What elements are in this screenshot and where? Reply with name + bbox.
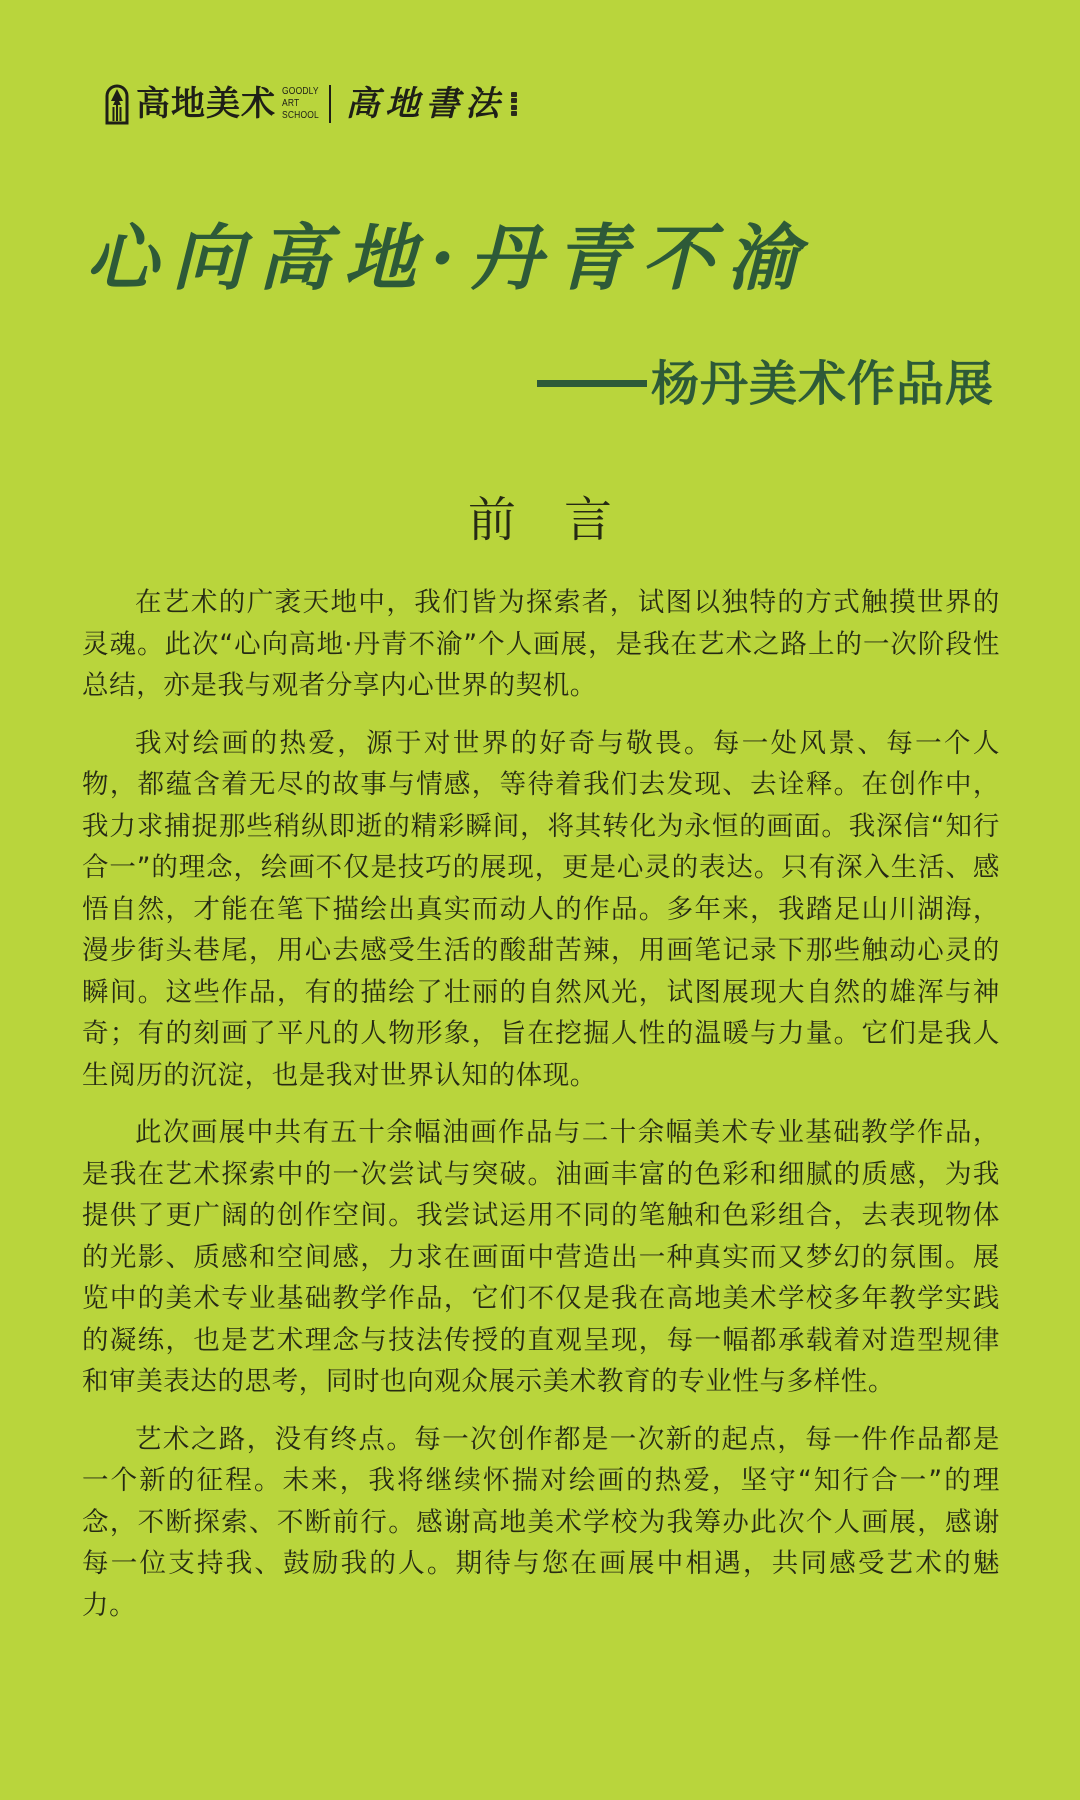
logo-divider [329, 85, 331, 123]
preface-body [82, 582, 1000, 1642]
school-name-en-line: GOODLY [282, 86, 319, 97]
calligraphy-brand: 高地書法 [345, 84, 506, 124]
school-name-en [282, 86, 319, 122]
preface-heading: 前言 [467, 492, 660, 548]
school-name-en-line: SCHOOL [282, 110, 319, 121]
exhibition-title: 心向高地·丹青不渝 [86, 215, 814, 300]
logo-bar [104, 80, 517, 128]
seal-stamp-icon [511, 92, 517, 116]
preface-paragraph: 在艺术的广袤天地中，我们皆为探索者，试图以独特的方式触摸世界的灵魂。此次“心向高地·丹青不渝”个人画展，是我在艺术之路上的一次阶段性总结，亦是我与观者分享内心世界的契机。 [82, 587, 1000, 701]
school-name-en-line: ART [282, 98, 300, 109]
school-name-cn: 高地美术 [136, 84, 276, 124]
exhibition-subtitle [537, 356, 994, 412]
arrow-arch-logo-icon [104, 83, 130, 125]
em-dash-decoration [537, 380, 647, 387]
preface-paragraph: 我对绘画的热爱，源于对世界的好奇与敬畏。每一处风景、每一个人物，都蕴含着无尽的故事与情感，等待着我们去发现、去诠释。在创作中，我力求捕捉那些稍纵即逝的精彩瞬间，将其转化为永恒的画面。我深信“知行合一”的理念，绘画不仅是技巧的展现，更是心灵的表达。只有深入生活、感悟自然，才能在笔下描绘出真实而动人的作品。多年来，我踏足山川湖海，漫步街头巷尾，用心去感受生活的酸甜苦辣，用画笔记录下那些触动心灵的瞬间。这些作品，有的描绘了壮丽的自然风光，试图展现大自然的雄浑与神奇；有的刻画了平凡的人物形象，旨在挖掘人性的温暖与力量。它们是我人生阅历的沉淀，也是我对世界认知的体现。 [82, 727, 1000, 1091]
preface-paragraph: 艺术之路，没有终点。每一次创作都是一次新的起点，每一件作品都是一个新的征程。未来，我将继续怀揣对绘画的热爱，坚守“知行合一”的理念，不断探索、不断前行。感谢高地美术学校为我筹办此次个人画展，感谢每一位支持我、鼓励我的人。期待与您在画展中相遇，共同感受艺术的魅力。 [82, 1423, 1000, 1621]
preface-paragraph: 此次画展中共有五十余幅油画作品与二十余幅美术专业基础教学作品，是我在艺术探索中的一次尝试与突破。油画丰富的色彩和细腻的质感，为我提供了更广阔的创作空间。我尝试运用不同的笔触和色彩组合，去表现物体的光影、质感和空间感，力求在画面中营造出一种真实而又梦幻的氛围。展览中的美术专业基础教学作品，它们不仅是我在高地美术学校多年教学实践的凝练，也是艺术理念与技法传授的直观呈现，每一幅都承载着对造型规律和审美表达的思考，同时也向观众展示美术教育的专业性与多样性。 [82, 1117, 1000, 1397]
subtitle-text: 杨丹美术作品展 [650, 356, 994, 412]
